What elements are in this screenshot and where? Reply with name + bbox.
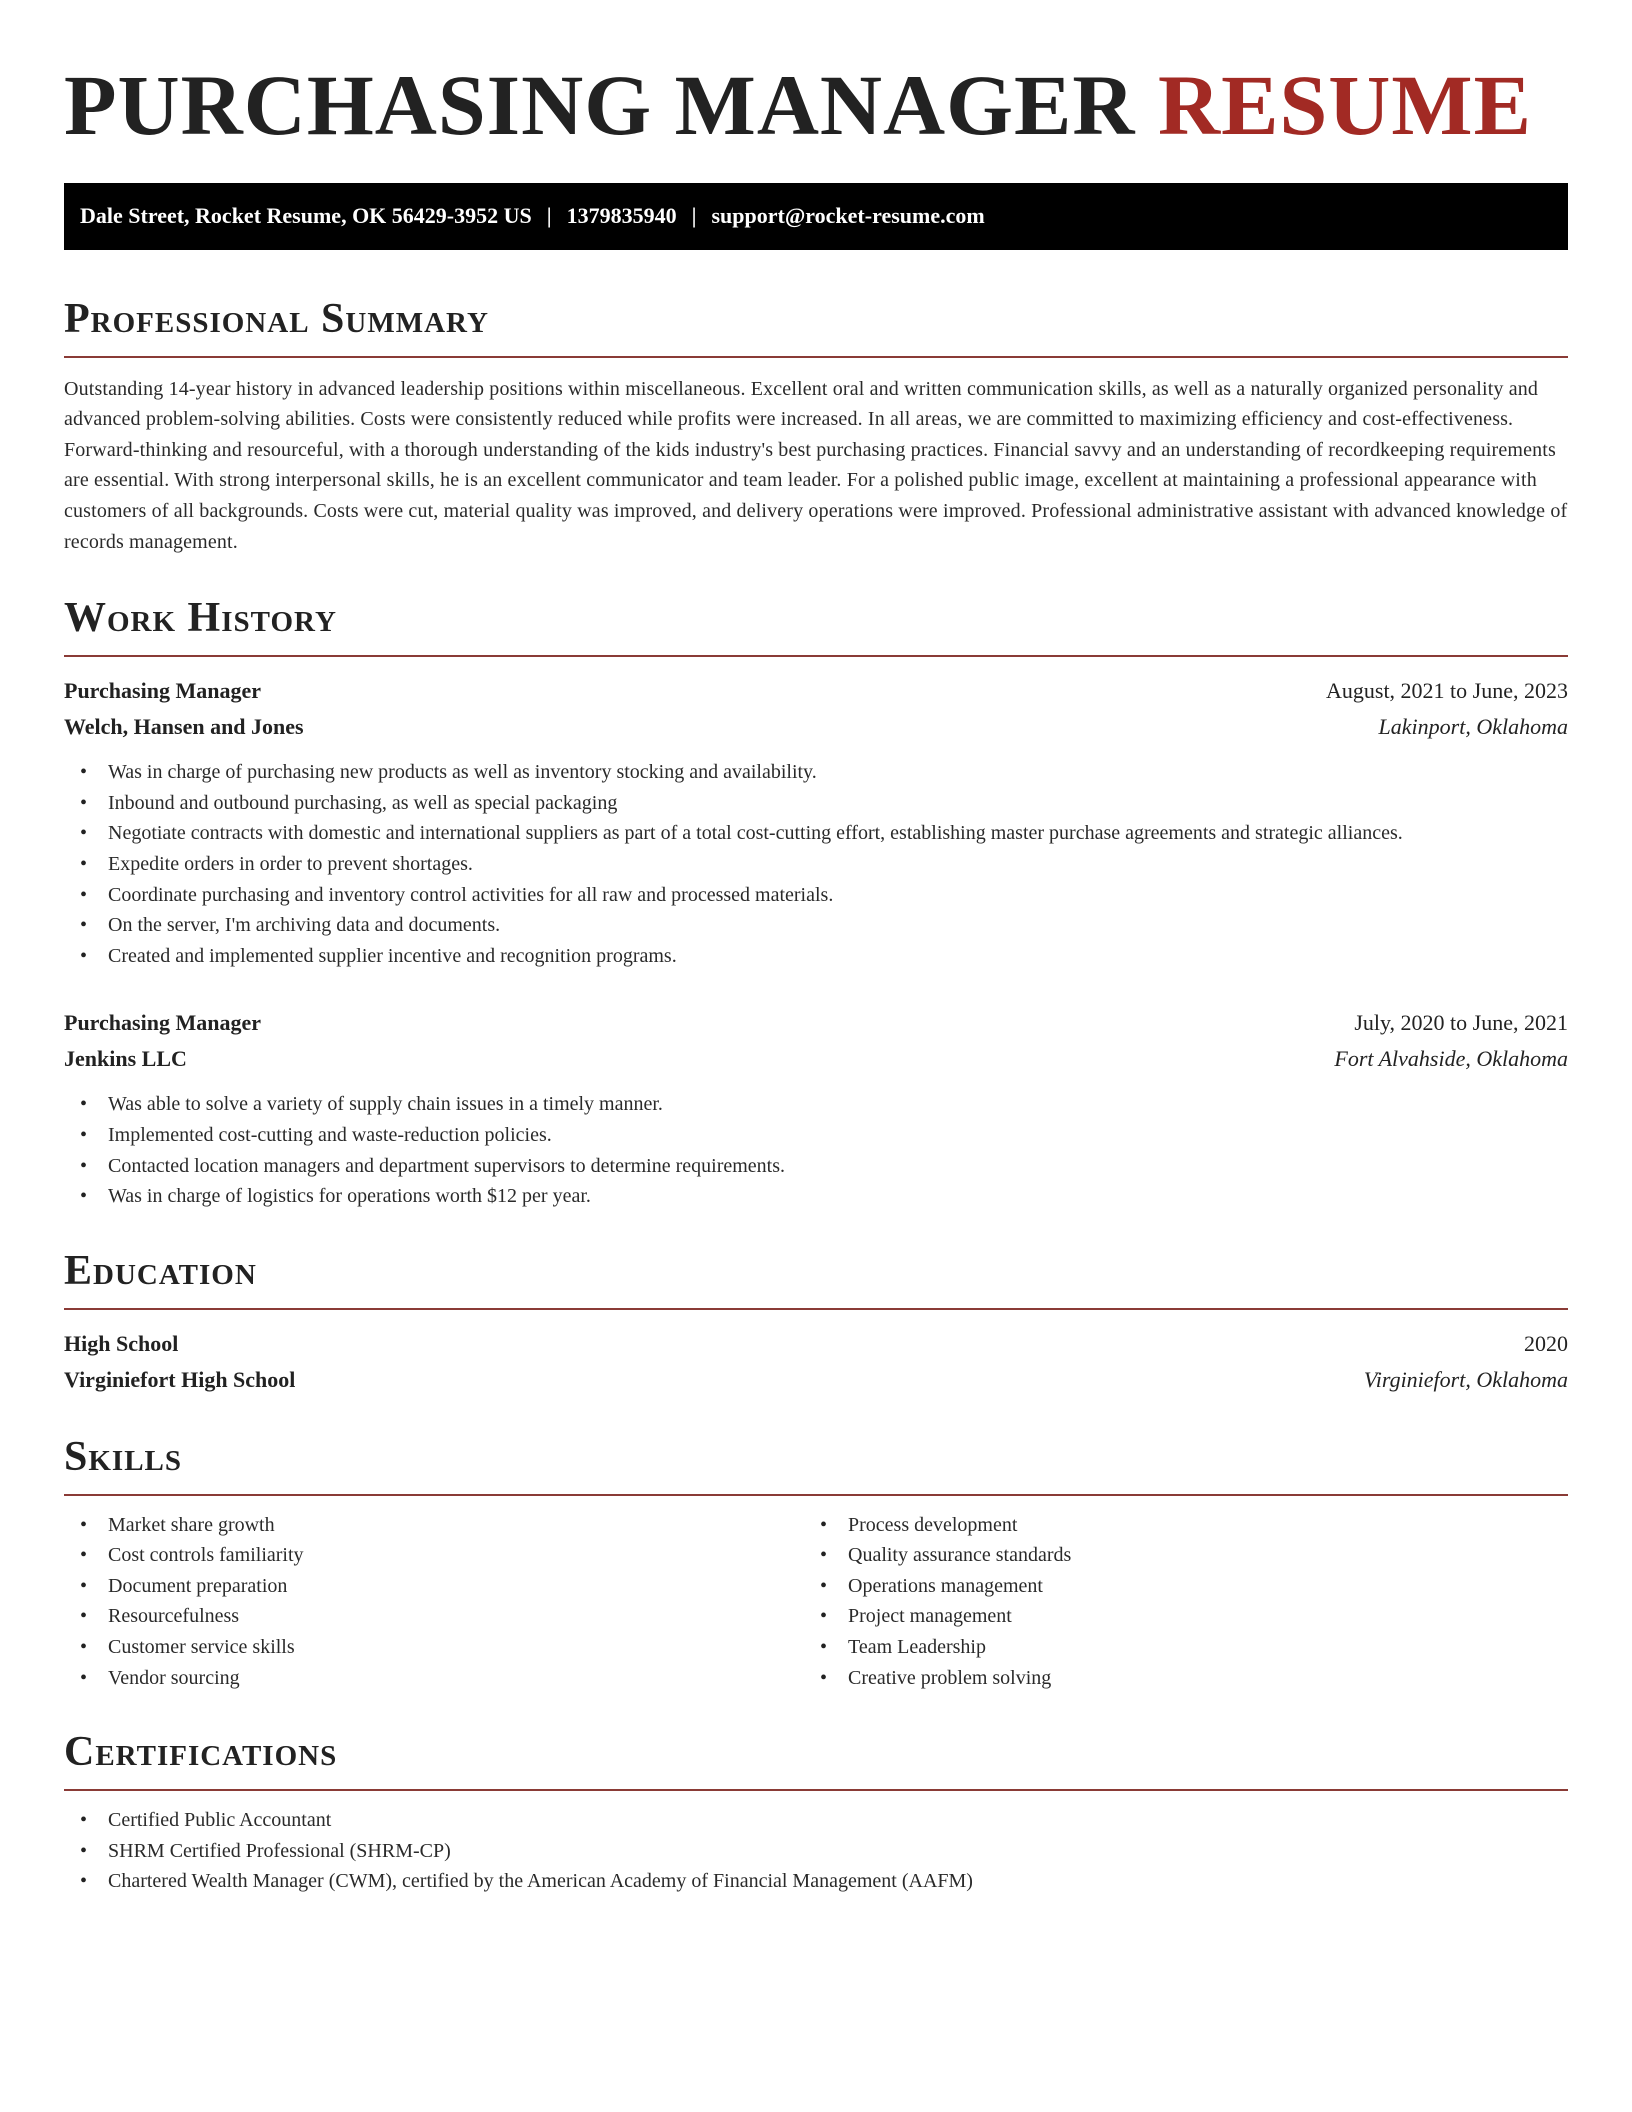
education-school-row — [64, 1362, 1568, 1398]
contact-email: support@rocket-resume.com — [711, 203, 985, 229]
skills-list-left — [64, 1510, 804, 1694]
section-title-certifications: Certifications — [64, 1729, 338, 1776]
job-location: Lakinport, Oklahoma — [1378, 714, 1568, 740]
job-company-row — [64, 1041, 1568, 1077]
education-degree: High School — [64, 1330, 179, 1356]
list-item: • Project management — [804, 1601, 1544, 1632]
job-entry — [64, 1005, 1568, 1211]
list-item: • Implemented cost-cutting and waste-reduction policies. — [64, 1120, 1568, 1151]
job-dates: July, 2020 to June, 2021 — [1354, 1010, 1568, 1036]
education-entry — [64, 1326, 1568, 1398]
job-title: Purchasing Manager — [64, 678, 261, 704]
contact-separator: | — [546, 203, 552, 229]
resume-page — [64, 0, 1568, 1897]
contact-address: Dale Street, Rocket Resume, OK 56429-3952 US — [80, 203, 532, 229]
list-item: • On the server, I'm archiving data and documents. — [64, 910, 1568, 941]
section-divider — [64, 1494, 1568, 1496]
work-history-section — [64, 597, 1568, 1212]
list-item: • Expedite orders in order to prevent shortages. — [64, 849, 1568, 880]
job-company: Welch, Hansen and Jones — [64, 714, 304, 740]
list-item: • Inbound and outbound purchasing, as well as special packaging — [64, 788, 1568, 819]
list-item: • Chartered Wealth Manager (CWM), certified by the American Academy of Financial Management (AAFM) — [64, 1866, 1568, 1897]
list-item: • Negotiate contracts with domestic and international suppliers as part of a total cost-cutting effort, establishing master purchase agreements and strategic alliances. — [64, 818, 1568, 849]
job-dates: August, 2021 to June, 2023 — [1326, 678, 1568, 704]
title-accent: RESUME — [1158, 57, 1532, 153]
section-title-work: Work History — [64, 595, 337, 642]
list-item: • Was in charge of purchasing new products as well as inventory stocking and availability. — [64, 757, 1568, 788]
list-item: • Quality assurance standards — [804, 1540, 1544, 1571]
section-title-summary: Professional Summary — [64, 295, 489, 342]
skills-columns — [64, 1510, 1568, 1694]
education-year: 2020 — [1524, 1330, 1568, 1356]
resume-title — [64, 58, 1568, 153]
list-item: • Operations management — [804, 1571, 1544, 1602]
section-title-skills: Skills — [64, 1433, 183, 1480]
list-item: • Team Leadership — [804, 1632, 1544, 1663]
certifications-list — [64, 1805, 1568, 1897]
skills-section — [64, 1433, 1568, 1694]
list-item: • Resourcefulness — [64, 1601, 804, 1632]
section-divider — [64, 655, 1568, 657]
list-item: • Market share growth — [64, 1510, 804, 1541]
title-main: PURCHASING MANAGER — [64, 57, 1136, 153]
section-divider — [64, 1308, 1568, 1310]
list-item: • Cost controls familiarity — [64, 1540, 804, 1571]
list-item: • Process development — [804, 1510, 1544, 1541]
education-section — [64, 1247, 1568, 1398]
section-divider — [64, 356, 1568, 358]
list-item: • Customer service skills — [64, 1632, 804, 1663]
list-item: • Created and implemented supplier incentive and recognition programs. — [64, 941, 1568, 972]
education-school: Virginiefort High School — [64, 1366, 296, 1392]
contact-phone: 1379835940 — [566, 203, 677, 229]
section-divider — [64, 1789, 1568, 1791]
contact-separator: | — [691, 203, 697, 229]
list-item: • Creative problem solving — [804, 1663, 1544, 1694]
list-item: • Was in charge of logistics for operations worth $12 per year. — [64, 1181, 1568, 1212]
job-header-row — [64, 1005, 1568, 1041]
list-item: • Was able to solve a variety of supply chain issues in a timely manner. — [64, 1089, 1568, 1120]
section-title-education: Education — [64, 1247, 257, 1294]
list-item: • Coordinate purchasing and inventory control activities for all raw and processed materials. — [64, 880, 1568, 911]
summary-text: Outstanding 14-year history in advanced leadership positions within miscellaneous. Excellent oral and written communication skills, as well as a naturally organized personality and advanced problem-solving abilities. Costs were consistently reduced while profits were increased. In all areas, we are committed to maximizing efficiency and cost-effectiveness. Forward-thinking and resourceful, with a thorough understanding of the kids industry's best purchasing practices. Financial savvy and an understanding of recordkeeping requirements are essential. With strong interpersonal skills, he is an excellent communicator and team leader. For a polished public image, excellent at maintaining a professional appearance with customers of all backgrounds. Costs were cut, material quality was improved, and delivery operations were improved. Professional administrative assistant with advanced knowledge of records management. — [64, 377, 1568, 553]
job-company-row — [64, 709, 1568, 745]
list-item: • SHRM Certified Professional (SHRM-CP) — [64, 1836, 1568, 1867]
education-location: Virginiefort, Oklahoma — [1363, 1366, 1568, 1392]
list-item: • Contacted location managers and department supervisors to determine requirements. — [64, 1151, 1568, 1182]
list-item: • Certified Public Accountant — [64, 1805, 1568, 1836]
job-duties-list — [64, 1089, 1568, 1211]
job-title: Purchasing Manager — [64, 1010, 261, 1036]
job-header-row — [64, 673, 1568, 709]
contact-bar — [64, 183, 1568, 250]
job-entry — [64, 673, 1568, 971]
job-company: Jenkins LLC — [64, 1046, 187, 1072]
list-item: • Vendor sourcing — [64, 1663, 804, 1694]
job-duties-list — [64, 757, 1568, 971]
list-item: • Document preparation — [64, 1571, 804, 1602]
certifications-section — [64, 1731, 1568, 1897]
skills-list-right — [804, 1510, 1544, 1694]
education-header-row — [64, 1326, 1568, 1362]
job-location: Fort Alvahside, Oklahoma — [1334, 1046, 1568, 1072]
summary-section — [64, 295, 1568, 558]
